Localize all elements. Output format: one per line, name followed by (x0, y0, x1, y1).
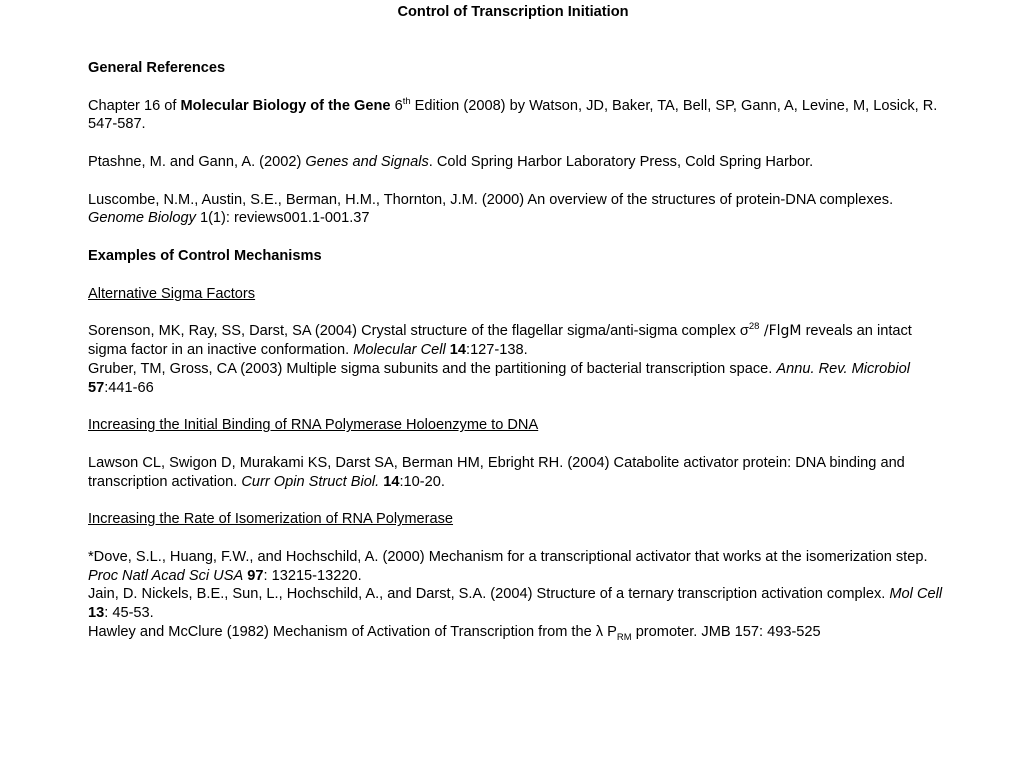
reference-pages: : 45-53. (104, 605, 154, 622)
reference-edition-number: 6 (390, 97, 403, 114)
reference-book-title: Genes and Signals (305, 153, 429, 170)
reference-journal: Proc Natl Acad Sci USA (88, 567, 244, 584)
reference-volume: 57 (88, 379, 105, 396)
reference-text: Luscombe, N.M., Austin, S.E., Berman, H.M., Thornton, J.M. (2000) An overview of the structures of protein-DNA complexes. (88, 191, 894, 208)
section-heading-examples: Examples of Control Mechanisms (88, 247, 322, 264)
reference-edition-suffix: th (402, 95, 411, 107)
subheading-isomerization: Increasing the Rate of Isomerization of RNA Polymerase (88, 511, 454, 528)
page-title: Control of Transcription Initiation (397, 4, 629, 20)
reference-pages: :127-138. (466, 341, 528, 358)
reference-journal: Annu. Rev. Microbiol (776, 360, 910, 377)
document-body (88, 59, 950, 642)
subheading-alternative-sigma-factors: Alternative Sigma Factors (88, 285, 256, 302)
reference-text: promoter. JMB 157: 493-525 (631, 623, 821, 640)
reference-text: Jain, D. Nickels, B.E., Sun, L., Hochschild, A., and Darst, S.A. (2004) Structure of a ternary transcription activation complex. (88, 586, 890, 603)
reference-pages: : 13215-13220. (263, 567, 362, 584)
promoter-subscript: RM (616, 631, 632, 643)
promoter-p: P (603, 623, 617, 640)
reference-luscombe-2000 (88, 191, 950, 229)
reference-sorenson-2004 (88, 322, 950, 360)
lambda-symbol: λ (595, 623, 604, 640)
reference-journal: Curr Opin Struct Biol. (241, 473, 380, 490)
reference-pages: :10-20. (399, 473, 445, 490)
reference-text: *Dove, S.L., Huang, F.W., and Hochschild, A. (2000) Mechanism for a transcriptional activator that works at the isomerization step. (88, 548, 928, 565)
reference-book-title: Molecular Biology of the Gene (180, 97, 391, 114)
reference-text: Chapter 16 of (88, 97, 181, 114)
reference-hawley-1982 (88, 623, 950, 642)
reference-dove-2000 (88, 548, 950, 586)
reference-molecular-biology-of-the-gene (88, 97, 950, 135)
flgm-label: /FlgM (759, 323, 802, 340)
reference-text: . Cold Spring Harbor Laboratory Press, Cold Spring Harbor. (428, 153, 814, 170)
spacer (88, 397, 950, 416)
reference-text: Sorenson, MK, Ray, SS, Darst, SA (2004) Crystal structure of the flagellar sigma/anti-sigma complex (88, 323, 740, 340)
reference-lawson-2004 (88, 454, 950, 492)
reference-gruber-2003 (88, 360, 950, 398)
sigma-symbol: σ (739, 323, 749, 340)
reference-pages: :441-66 (104, 379, 154, 396)
reference-text: 1(1): reviews001.1-001.37 (195, 210, 370, 227)
reference-text: Gruber, TM, Gross, CA (2003) Multiple sigma subunits and the partitioning of bacterial transcription space. (88, 360, 777, 377)
reference-text: Hawley and McClure (1982) Mechanism of Activation of Transcription from the (88, 623, 596, 640)
reference-genes-and-signals (88, 153, 950, 172)
reference-volume: 13 (88, 605, 105, 622)
reference-text: Lawson CL, Swigon D, Murakami KS, Darst SA, Berman HM, Ebright RH. (2004) Catabolite activator protein: DNA binding and transcription activation. (88, 454, 905, 490)
reference-group-isomerization (88, 548, 950, 642)
reference-text: reveals an intact sigma factor in an inactive conformation. (88, 323, 912, 358)
reference-jain-2004 (88, 585, 950, 623)
reference-volume: 97 (247, 567, 264, 584)
reference-journal: Molecular Cell (353, 341, 446, 358)
reference-text: Ptashne, M. and Gann, A. (2002) (88, 153, 306, 170)
reference-text: Edition (2008) by Watson, JD, Baker, TA, Bell, SP, Gann, A, Levine, M, Losick, R. 547-587. (88, 97, 938, 133)
reference-group-sigma (88, 322, 950, 397)
reference-journal: Mol Cell (889, 586, 943, 603)
section-heading-general-references: General References (88, 60, 226, 76)
reference-volume: 14 (449, 341, 467, 358)
subheading-initial-binding: Increasing the Initial Binding of RNA Polymerase Holoenzyme to DNA (88, 417, 539, 434)
reference-volume: 14 (383, 473, 400, 490)
reference-journal: Genome Biology (88, 210, 196, 227)
sigma-superscript: 28 (748, 321, 760, 333)
